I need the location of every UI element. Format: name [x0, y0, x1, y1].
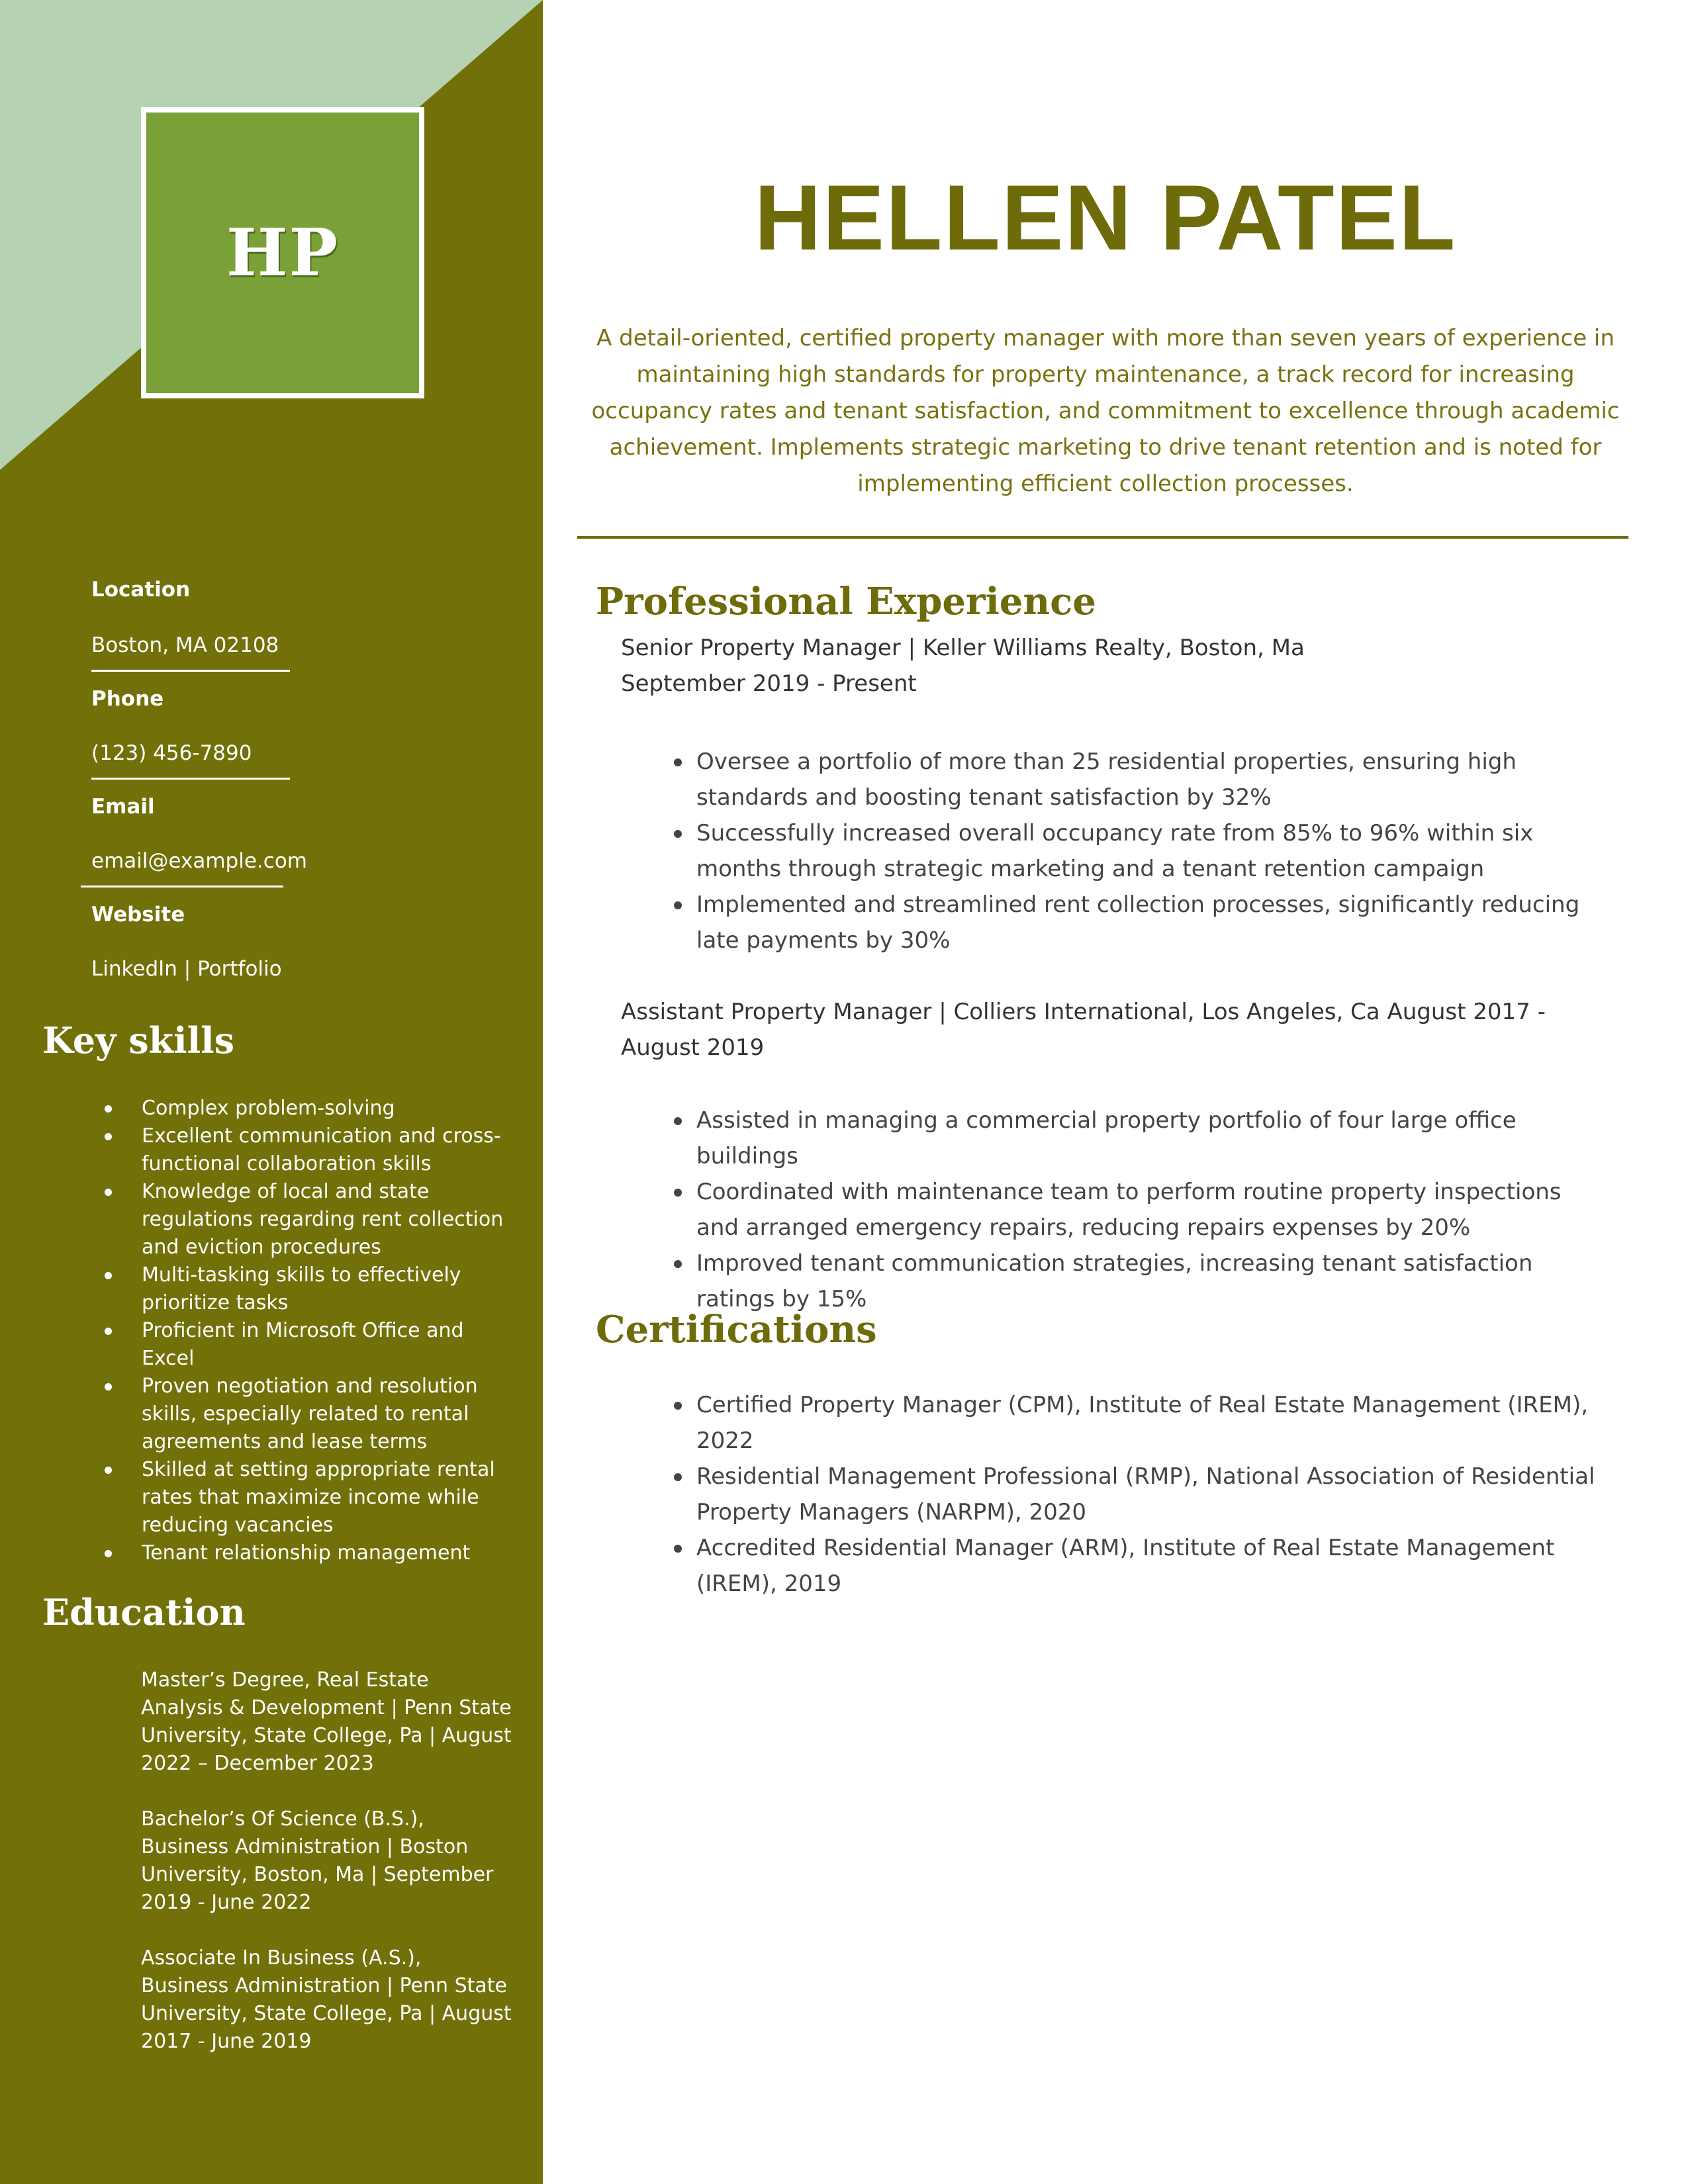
job-title: Senior Property Manager | Keller Williams Realty, Boston, Ma [621, 635, 1305, 661]
website-value[interactable]: LinkedIn | Portfolio [91, 957, 282, 981]
phone-value: (123) 456-7890 [91, 741, 252, 765]
job-dates: September 2019 - Present [621, 670, 917, 697]
job-header [621, 630, 1614, 702]
education-list [141, 1666, 512, 2083]
education-heading: Education [42, 1591, 246, 1633]
job-bullet: Assisted in managing a commercial property portfolio of four large office buildings [674, 1103, 1601, 1174]
certifications-list [674, 1387, 1601, 1602]
certifications-heading: Certifications [596, 1308, 877, 1351]
skill-item: Proven negotiation and resolution skills, especially related to rental agreements and lease terms [105, 1373, 515, 1456]
email-value[interactable]: email@example.com [91, 849, 307, 873]
job-bullets [674, 1103, 1601, 1317]
job-bullet: Coordinated with maintenance team to perform routine property inspections and arranged emergency repairs, reducing repairs expenses by 20% [674, 1174, 1601, 1246]
header-divider [577, 536, 1628, 539]
education-entry: Associate In Business (A.S.), Business Administration | Penn State University, State College, Pa | August 2017 - June 2019 [141, 1946, 512, 2053]
education-entry: Bachelor’s Of Science (B.S.), Business Administration | Boston University, Boston, Ma | September 2019 - June 2022 [141, 1807, 494, 1914]
certification-item: Residential Management Professional (RMP), National Association of Residential Property Managers (NARPM), 2020 [674, 1459, 1601, 1530]
skills-list [105, 1095, 515, 1567]
website-label: Website [91, 903, 185, 927]
certification-item: Accredited Residential Manager (ARM), Institute of Real Estate Management (IREM), 2019 [674, 1530, 1601, 1602]
contact-block [91, 576, 307, 983]
candidate-name: HELLEN PATEL [754, 165, 1457, 269]
skills-heading: Key skills [42, 1019, 235, 1062]
skill-item: Multi-tasking skills to effectively prioritize tasks [105, 1261, 515, 1317]
job-bullet: Successfully increased overall occupancy rate from 85% to 96% within six months through strategic marketing and a tenant retention campaign [674, 815, 1601, 887]
job-bullets [674, 744, 1601, 958]
job-bullet: Improved tenant communication strategies, increasing tenant satisfaction ratings by 15% [674, 1246, 1601, 1317]
contact-divider [81, 886, 283, 887]
experience-heading: Professional Experience [596, 580, 1096, 623]
contact-divider [91, 670, 290, 672]
skill-item: Skilled at setting appropriate rental rates that maximize income while reducing vacancies [105, 1456, 515, 1539]
skill-item: Excellent communication and cross-functional collaboration skills [105, 1122, 515, 1178]
monogram-initials: HP [226, 214, 340, 291]
skill-item: Knowledge of local and state regulations regarding rent collection and eviction procedures [105, 1178, 515, 1261]
summary: A detail-oriented, certified property manager with more than seven years of experience in maintaining high standards for property maintenance, a track record for increasing occupancy rates and tenant satisfaction, and commitment to excellence through academic achievement. Implements strategic marketing to drive tenant retention and is noted for implementing efficient collection processes. [591, 325, 1620, 497]
email-label: Email [91, 795, 155, 819]
job-bullet: Oversee a portfolio of more than 25 residential properties, ensuring high standards and boosting tenant satisfaction by 32% [674, 744, 1601, 815]
contact-divider [91, 778, 290, 780]
monogram-box [141, 107, 424, 398]
education-entry: Master’s Degree, Real Estate Analysis & Development | Penn State University, State College, Pa | August 2022 – December 2023 [141, 1668, 512, 1775]
job-title: Assistant Property Manager | Colliers International, Los Angeles, Ca August 2017 - August 2019 [621, 999, 1546, 1061]
skill-item: Complex problem-solving [105, 1095, 515, 1122]
job-bullet: Implemented and streamlined rent collection processes, significantly reducing late payments by 30% [674, 887, 1601, 958]
certification-item: Certified Property Manager (CPM), Institute of Real Estate Management (IREM), 2022 [674, 1387, 1601, 1459]
phone-label: Phone [91, 687, 164, 711]
job-header [621, 994, 1601, 1066]
skill-item: Tenant relationship management [105, 1539, 515, 1567]
location-value: Boston, MA 02108 [91, 633, 279, 657]
skill-item: Proficient in Microsoft Office and Excel [105, 1317, 515, 1373]
sidebar [0, 0, 543, 2184]
location-label: Location [91, 578, 191, 602]
